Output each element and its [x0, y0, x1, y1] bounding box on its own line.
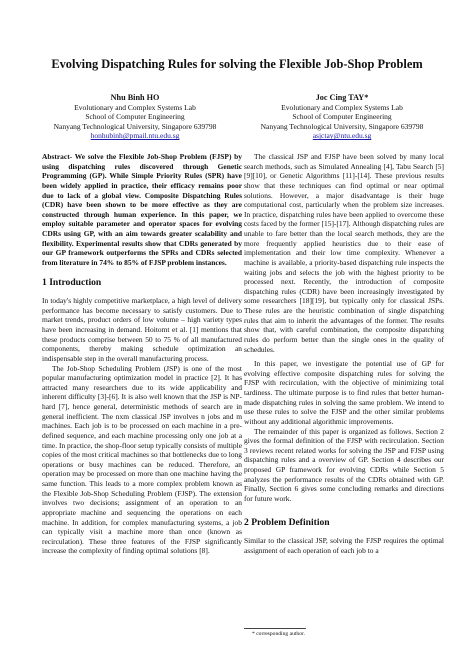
section-heading-problem-definition: 2 Problem Definition: [244, 516, 330, 528]
author-name: Joc Cing TAY*: [315, 93, 369, 102]
paragraph: Similar to the classical JSP, solving the FJSP requires the optimal assignment of each operation of each job to a: [244, 536, 444, 555]
author-block-1: [50, 93, 220, 141]
paragraph: In this paper, we investigate the potential use of GP for evolving effective composite dispatching rules for solving the FJSP with recirculation, with the objective of minimizing total tardiness. The ultimate purpose is to find rules that better human-made dispatching rules in solving the same problem. We intend to use these rules to solve the FJSP and the other similar problems without any additional algorithmic improvements.: [244, 359, 444, 426]
author-name: Nhu Binh HO: [110, 93, 160, 102]
left-column: [42, 152, 242, 556]
paragraph: The Job-Shop Scheduling Problem (JSP) is one of the most popular manufacturing optimization model in practice [2]. It has attracted many researchers due to its wide applicability and inherent difficulty [3]-[6]. It is also well known that the JSP is NP-hard [7], hence general, deterministic methods of search are in general inefficient. The nxm classical JSP involves n jobs and m machines. Each job is to be processed on each machine in a pre-defined sequence, and each machine processing only one job at a time. In practice, the shop-floor setup typically consists of multiple copies of the most critical machines so that bottlenecks due to long operations or busy machines can be reduced. Therefore, an operation may be processed on more than one machine having the same function. This leads to a more complex problem known as the Flexible Job-Shop Scheduling Problem (FJSP). The extension involves two decisions; assignment of an operation to an appropriate machine and sequencing the operations on each machine. In addition, for complex manufacturing systems, a job can typically visit a machine more than once (known as recirculation). These three features of the FJSP significantly increase the complexity of finding optimal solutions [8].: [42, 363, 242, 556]
author-university: Nanyang Technological University, Singapore 639798: [53, 121, 217, 131]
author-lab: Evolutionary and Complex Systems Lab: [74, 102, 196, 112]
right-column: [244, 152, 444, 555]
author-email-link[interactable]: asjctay@ntu.edu.sg: [312, 131, 372, 141]
section-heading-introduction: 1 Introduction: [42, 276, 102, 288]
author-university: Nanyang Technological University, Singapore 639798: [260, 121, 424, 131]
paper-title: Evolving Dispatching Rules for solving the Flexible Job-Shop Problem: [51, 57, 423, 71]
paragraph: The remainder of this paper is organized as follows. Section 2 gives the formal definition of the FJSP with recirculation. Section 3 reviews recent related works for solving the JSP and FJSP using dispatching rules and a overview of GP. Section 4 describes our proposed GP framework for evolving CDRs while Section 5 analyzes the performance results of the CDRs obtained with GP. Finally, Section 6 gives some concluding remarks and directions for future work.: [244, 426, 444, 503]
author-block-2: [256, 93, 428, 141]
paragraph: The classical JSP and FJSP have been solved by many local search methods, such as Simulated Annealing [4], Tabu Search [5][9][10], or Genetic Algorithms [11]-[14]. These previous results show that these techniques can find optimal or near optimal solutions. However, a major disadvantage is their huge computational cost, particularly when the problem size increases. In practice, dispatching rules have been applied to overcome these costs faced by the former [15]-[17]. Although dispatching rules are unable to fare better than the local search methods, they are the more frequently applied heuristics due to their ease of implementation and their low time complexity. Whenever a machine is available, a priority-based dispatching rule inspects the waiting jobs and selects the job with the highest priority to be processed next. Recently, the introduction of composite dispatching rules (CDR) have been increasingly investigated by some researchers [18][19], but typically only for classical JSPs. These rules are the heuristic combination of single dispatching rules that aim to inherit the advantages of the former. The results show that, with careful combination, the composite dispatching rules do perform better than the single ones in the quality of schedules.: [244, 152, 444, 354]
author-email-link[interactable]: honhubinh@pmail.ntu.edu.sg: [90, 131, 180, 141]
author-school: School of Computer Engineering: [85, 112, 185, 122]
footnote: * corresponding author.: [252, 631, 305, 637]
abstract: Abstract- We solve the Flexible Job-Shop Problem (FJSP) by using dispatching rules discovered through Genetic Programming (GP). While Simple Priority Rules (SPR) have been widely applied in practice, their efficacy remains poor due to lack of a global view. Composite Dispatching Rules (CDR) have been shown to be more effective as they are constructed through human experience. In this paper, we employ suitable parameter and operator spaces for evolving CDRs using GP, with an aim towards greater scalability and flexibility. Experimental results show that CDRs generated by our GP framework outperforms the SPRs and CDRs selected from literature in 74% to 85% of FJSP problem instances.: [42, 152, 242, 267]
footnote-rule: [244, 628, 306, 629]
author-school: School of Computer Engineering: [292, 112, 392, 122]
author-lab: Evolutionary and Complex Systems Lab: [281, 102, 403, 112]
paragraph: In today's highly competitive marketplace, a high level of delivery performance has become necessary to satisfy customers. Due to market trends, product orders of low volume – high variety types have been increasing in demand. Hoitomt et al. [1] mentions that these products comprise between 50 to 75 % of all manufactured components, thereby making schedule optimization an indispensable step in the overall manufacturing process.: [42, 296, 242, 363]
